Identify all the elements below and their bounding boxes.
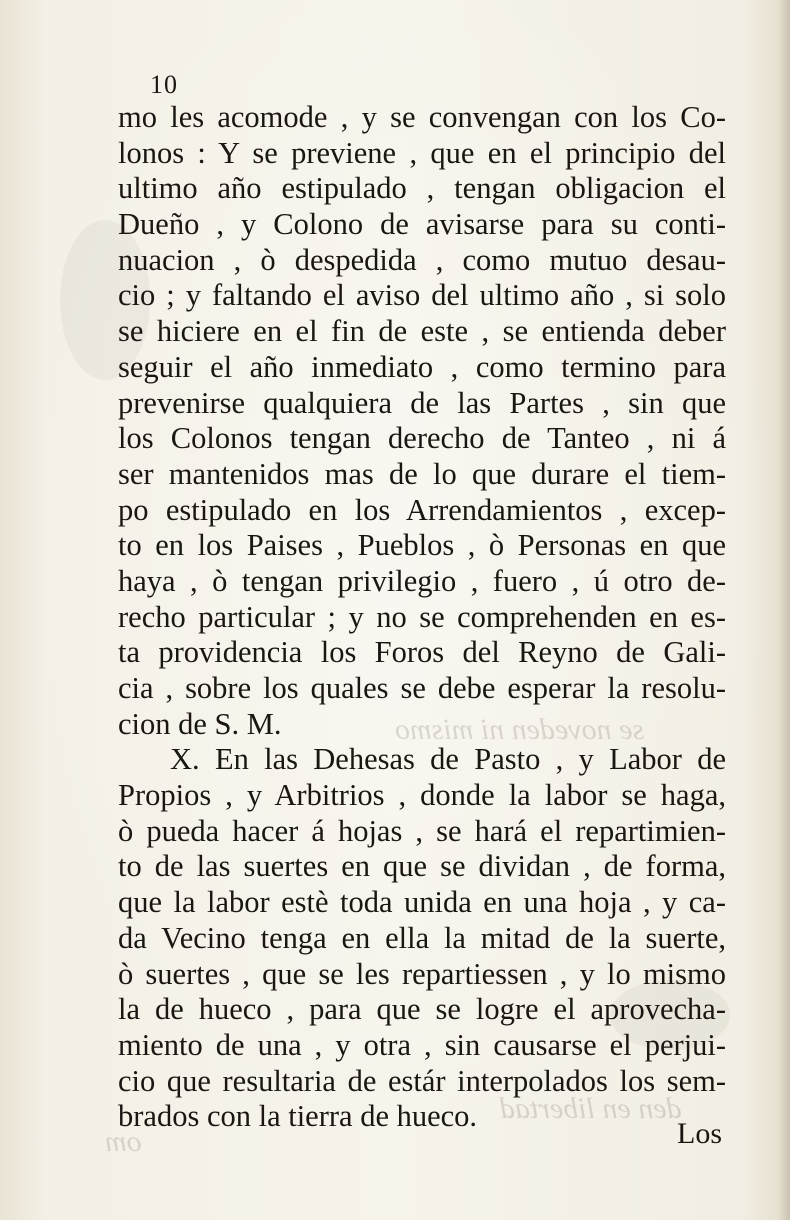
text-line: los Colonos tengan derecho de Tanteo , ni á — [118, 421, 726, 456]
text-line: Dueño , y Colono de avisarse para su conti- — [118, 207, 726, 242]
page-number: 10 — [150, 70, 178, 99]
text-line: ser mantenidos mas de lo que durare el tiem- — [118, 456, 726, 491]
text-line: cio que resultaria de estár interpolados los sem- — [118, 1063, 726, 1098]
catchword: Los — [677, 1117, 722, 1150]
text-line: recho particular ; y no se comprehenden en es- — [118, 599, 726, 634]
text-line: la de hueco , para que se logre el aprovecha- — [118, 992, 726, 1027]
text-line: da Vecino tenga en ella la mitad de la suerte, — [118, 920, 726, 955]
text-line: miento de una , y otra , sin causarse el perjui- — [118, 1027, 726, 1062]
text-line: brados con la tierra de hueco. — [118, 1099, 478, 1134]
bleed-through-text: om — [105, 1125, 142, 1158]
text-line: po estipulado en los Arrendamientos , excep- — [118, 492, 726, 527]
text-line: to en los Paises , Pueblos , ò Personas en que — [118, 528, 726, 563]
text-line: haya , ò tengan privilegio , fuero , ú otro de- — [118, 563, 726, 598]
text-line: cion de S. M. — [118, 706, 282, 741]
text-line: Propios , y Arbitrios , donde la labor se haga, — [118, 778, 726, 813]
text-line: ultimo año estipulado , tengan obligacion el — [118, 171, 726, 206]
text-line: nuacion , ò despedida , como mutuo desau- — [118, 242, 726, 277]
bleed-through-text: den en libertad — [500, 1092, 682, 1125]
text-line: ò pueda hacer á hojas , se hará el repartimien- — [118, 813, 726, 848]
text-line: que la labor estè toda unida en una hoja , y ca- — [118, 885, 726, 920]
text-line: ta providencia los Foros del Reyno de Gali- — [118, 635, 726, 670]
text-line: ò suertes , que se les repartiessen , y lo mismo — [118, 956, 726, 991]
body-text — [118, 100, 726, 1135]
text-line: lonos : Y se previene , que en el principio del — [118, 135, 726, 170]
bleed-through-text: se noveden ni mismo — [395, 713, 645, 746]
text-line: se hiciere en el fin de este , se entienda deber — [118, 314, 726, 349]
text-line: prevenirse qualquiera de las Partes , sin que — [118, 385, 726, 420]
text-line: cio ; y faltando el aviso del ultimo año , si solo — [118, 278, 726, 313]
text-line: to de las suertes en que se dividan , de forma, — [118, 849, 726, 884]
section-heading-line: X. En las Dehesas de Pasto , y Labor de — [170, 742, 726, 777]
page-edge-shadow — [778, 0, 790, 1220]
text-line: cia , sobre los quales se debe esperar la resolu- — [118, 671, 726, 705]
text-line: seguir el año inmediato , como termino para — [118, 349, 726, 384]
text-line: mo les acomode , y se convengan con los Co- — [118, 100, 726, 134]
